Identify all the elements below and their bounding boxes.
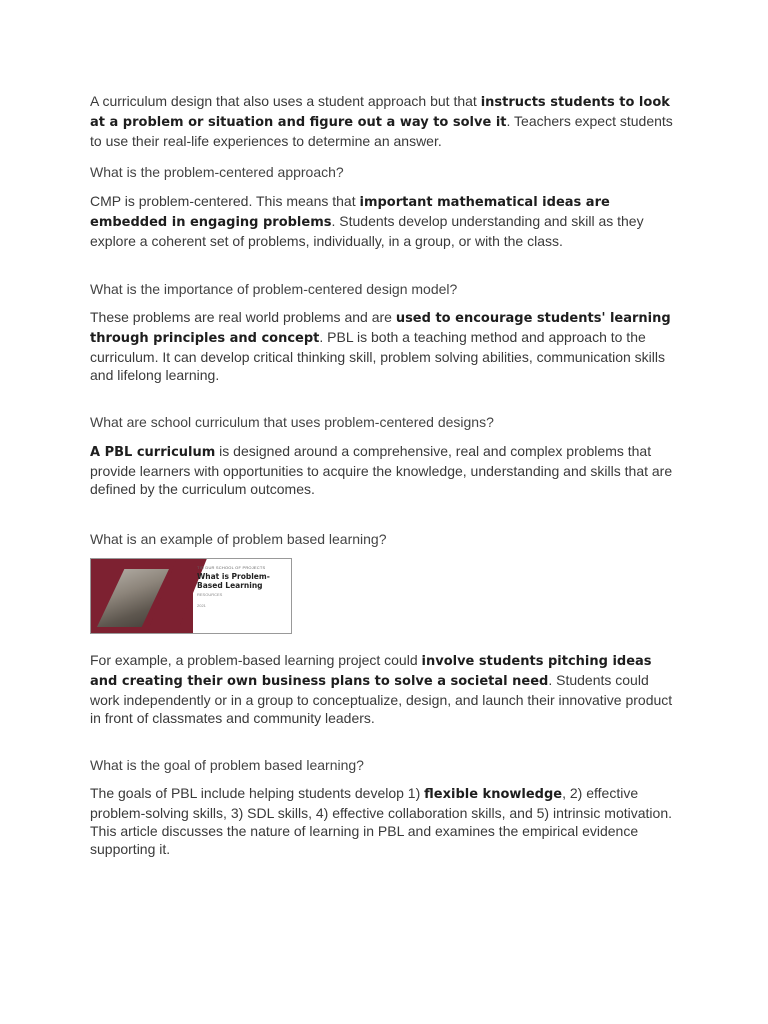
answer-5-text-end: , 2) effective problem-solving skills, 3) SDL skills, 4) effective collaboration skills, and 5) intrinsic motivation. This article discusses the nature of learning in PBL and examines the empirical evidence supporting it. [90, 785, 672, 857]
intro-bold: instructs students to look at a problem or situation and figure out a way to solve it [90, 95, 670, 130]
question-1: What is the problem-centered approach? [90, 164, 344, 180]
answer-4 [90, 651, 682, 727]
thumbnail-footer: 2021 [197, 603, 206, 608]
answer-5-text: The goals of PBL include helping students develop 1) [90, 785, 425, 801]
answer-1-bold: important mathematical ideas are embedded in engaging problems [90, 195, 610, 230]
question-3: What are school curriculum that uses problem-centered designs? [90, 414, 494, 430]
article-thumbnail[interactable] [90, 558, 292, 634]
answer-2 [90, 308, 682, 384]
intro-paragraph [90, 92, 682, 150]
answer-4-text: For example, a problem-based learning project could [90, 652, 422, 668]
answer-3-bold: A PBL curriculum [90, 445, 216, 460]
answer-4-bold: involve students pitching ideas and creating their own business plans to solve a societal need [90, 654, 652, 689]
answer-1 [90, 192, 682, 250]
answer-2-text-end: . PBL is both a teaching method and approach to the curriculum. It can develop critical thinking skill, problem solving abilities, communication skills and lifelong learning. [90, 329, 665, 383]
intro-text: A curriculum design that also uses a student approach but that [90, 93, 481, 109]
answer-1-text: CMP is problem-centered. This means that [90, 193, 360, 209]
thumbnail-text [197, 565, 287, 608]
thumbnail-kicker: TID DUR SCHOOL OF PROJECTS [197, 565, 266, 570]
answer-2-bold: used to encourage students' learning through principles and concept [90, 311, 671, 346]
answer-4-text-end: . Students could work independently or in a group to conceptualize, design, and launch their innovative product in front of classmates and community leaders. [90, 672, 673, 726]
question-2: What is the importance of problem-centered design model? [90, 281, 458, 297]
answer-5 [90, 784, 682, 858]
answer-2-text: These problems are real world problems and are [90, 309, 396, 325]
thumbnail-title: What is Problem-Based Learning [197, 572, 270, 590]
answer-3-text-end: is designed around a comprehensive, real and complex problems that provide learners with opportunities to acquire the knowledge, understanding and skills that are defined by the curriculum outcomes. [90, 443, 673, 497]
answer-3 [90, 442, 682, 498]
intro-text-end: . Teachers expect students to use their real-life experiences to determine an answer. [90, 113, 673, 149]
answer-5-bold: flexible knowledge [424, 787, 563, 802]
question-5: What is the goal of problem based learning? [90, 757, 364, 773]
question-4: What is an example of problem based learning? [90, 531, 387, 547]
answer-1-text-end: . Students develop understanding and skill as they explore a coherent set of problems, individually, in a group, or with the class. [90, 213, 644, 249]
thumbnail-subtitle: RESOURCES [197, 592, 223, 597]
